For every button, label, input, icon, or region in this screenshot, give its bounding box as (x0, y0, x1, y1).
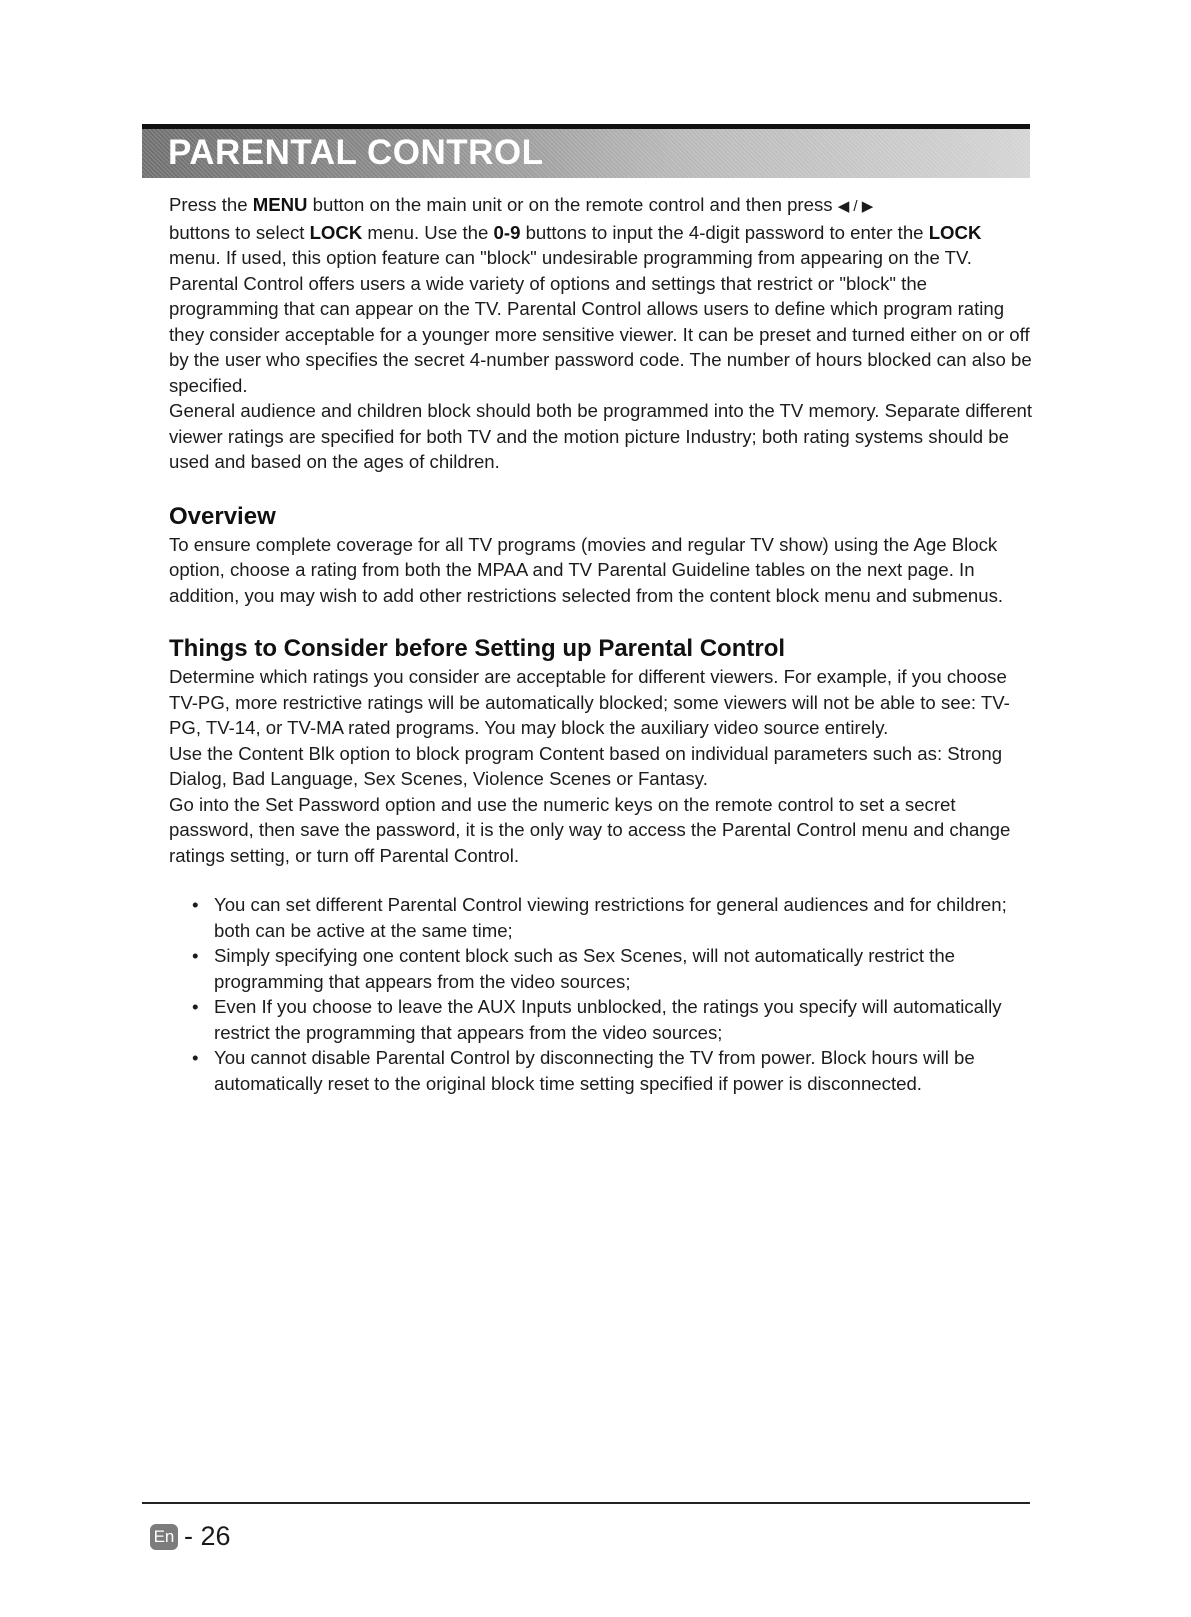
intro-paragraph-3: General audience and children block should both be programmed into the TV memory. Separate different viewer ratings are specified for both TV and the motion picture Industry; both rating systems should be used and based on the ages of children. (169, 400, 1033, 472)
overview-heading: Overview (169, 502, 276, 530)
menu-button-name: MENU (252, 194, 308, 215)
list-item (192, 943, 1037, 994)
list-item (192, 994, 1037, 1045)
bullet-icon: • (192, 945, 199, 966)
intro-text: buttons to select (169, 221, 310, 243)
things-to-consider-heading: Things to Consider before Setting up Parental Control (169, 635, 786, 662)
intro-text: menu. If used, this option feature can "block" undesirable programming from appearing on the TV. (169, 247, 972, 268)
lock-menu-name: LOCK (309, 221, 363, 243)
page-number: - 26 (184, 1521, 231, 1551)
page-title: PARENTAL CONTROL (168, 133, 544, 172)
overview-paragraph: To ensure complete coverage for all TV programs (movies and regular TV show) using the Age Block option, choose a rating from both the MPAA and TV Parental Guideline tables on the next page. In addition, you may wish to add other restrictions selected from the content block menu and submenus. (169, 533, 1004, 606)
considerations-list (169, 892, 1037, 1096)
page-footer (150, 1521, 231, 1552)
intro-text: buttons to input the 4-digit password to enter the (520, 221, 929, 243)
list-item-text: Simply specifying one content block such as Sex Scenes, will not automatically restrict the programming that appears from the video sources; (214, 945, 955, 992)
list-item-text: You cannot disable Parental Control by disconnecting the TV from power. Block hours will be automatically reset to the original block time setting specified if power is disconnected. (214, 1047, 975, 1094)
list-item-text: You can set different Parental Control viewing restrictions for general audiences and for children; both can be active at the same time; (214, 894, 1007, 941)
section-title-bar (142, 124, 1030, 178)
list-item (192, 1045, 1037, 1096)
digit-buttons-name: 0-9 (493, 221, 521, 243)
list-item-text: Even If you choose to leave the AUX Inputs unblocked, the ratings you specify will automatically restrict the programming that appears from the video sources; (214, 996, 1002, 1043)
language-badge: En (150, 1524, 178, 1550)
bullet-icon: • (192, 894, 199, 915)
intro-text: button on the main unit or on the remote control and then press (307, 194, 838, 215)
list-item (192, 892, 1037, 943)
intro-text: Press the (169, 194, 253, 215)
things-paragraph-1: Determine which ratings you consider are acceptable for different viewers. For example, if you choose TV-PG, more restrictive ratings will be automatically blocked; some viewers will not be able to see: TV-PG, TV-14, or TV-MA rated programs. You may block the auxiliary video source entirely. (169, 666, 1010, 738)
intro-text: menu. Use the (362, 221, 494, 243)
intro-paragraph-2: Parental Control offers users a wide variety of options and settings that restrict or "block" the programming that can appear on the TV. Parental Control allows users to define which program rating they consider acceptable for a younger more sensitive viewer. It can be preset and turned either on or off by the user who specifies the secret 4-number password code. The number of hours blocked can also be specified. (169, 272, 1032, 396)
page-content (169, 192, 1037, 1096)
intro-paragraph-1 (169, 192, 1037, 271)
things-paragraph-2: Use the Content Blk option to block program Content based on individual parameters such as: Strong Dialog, Bad Language, Sex Scenes, Violence Scenes or Fantasy. (169, 742, 1003, 789)
bullet-icon: • (192, 1047, 199, 1068)
bullet-icon: • (192, 996, 199, 1017)
lock-menu-name: LOCK (928, 221, 982, 243)
things-paragraph-3: Go into the Set Password option and use the numeric keys on the remote control to set a secret password, then save the password, it is the only way to access the Parental Control menu and change ratings setting, or turn off Parental Control. (169, 793, 1011, 866)
footer-divider (142, 1502, 1030, 1504)
left-right-arrow-icon: ◀ / ▶ (837, 198, 874, 215)
